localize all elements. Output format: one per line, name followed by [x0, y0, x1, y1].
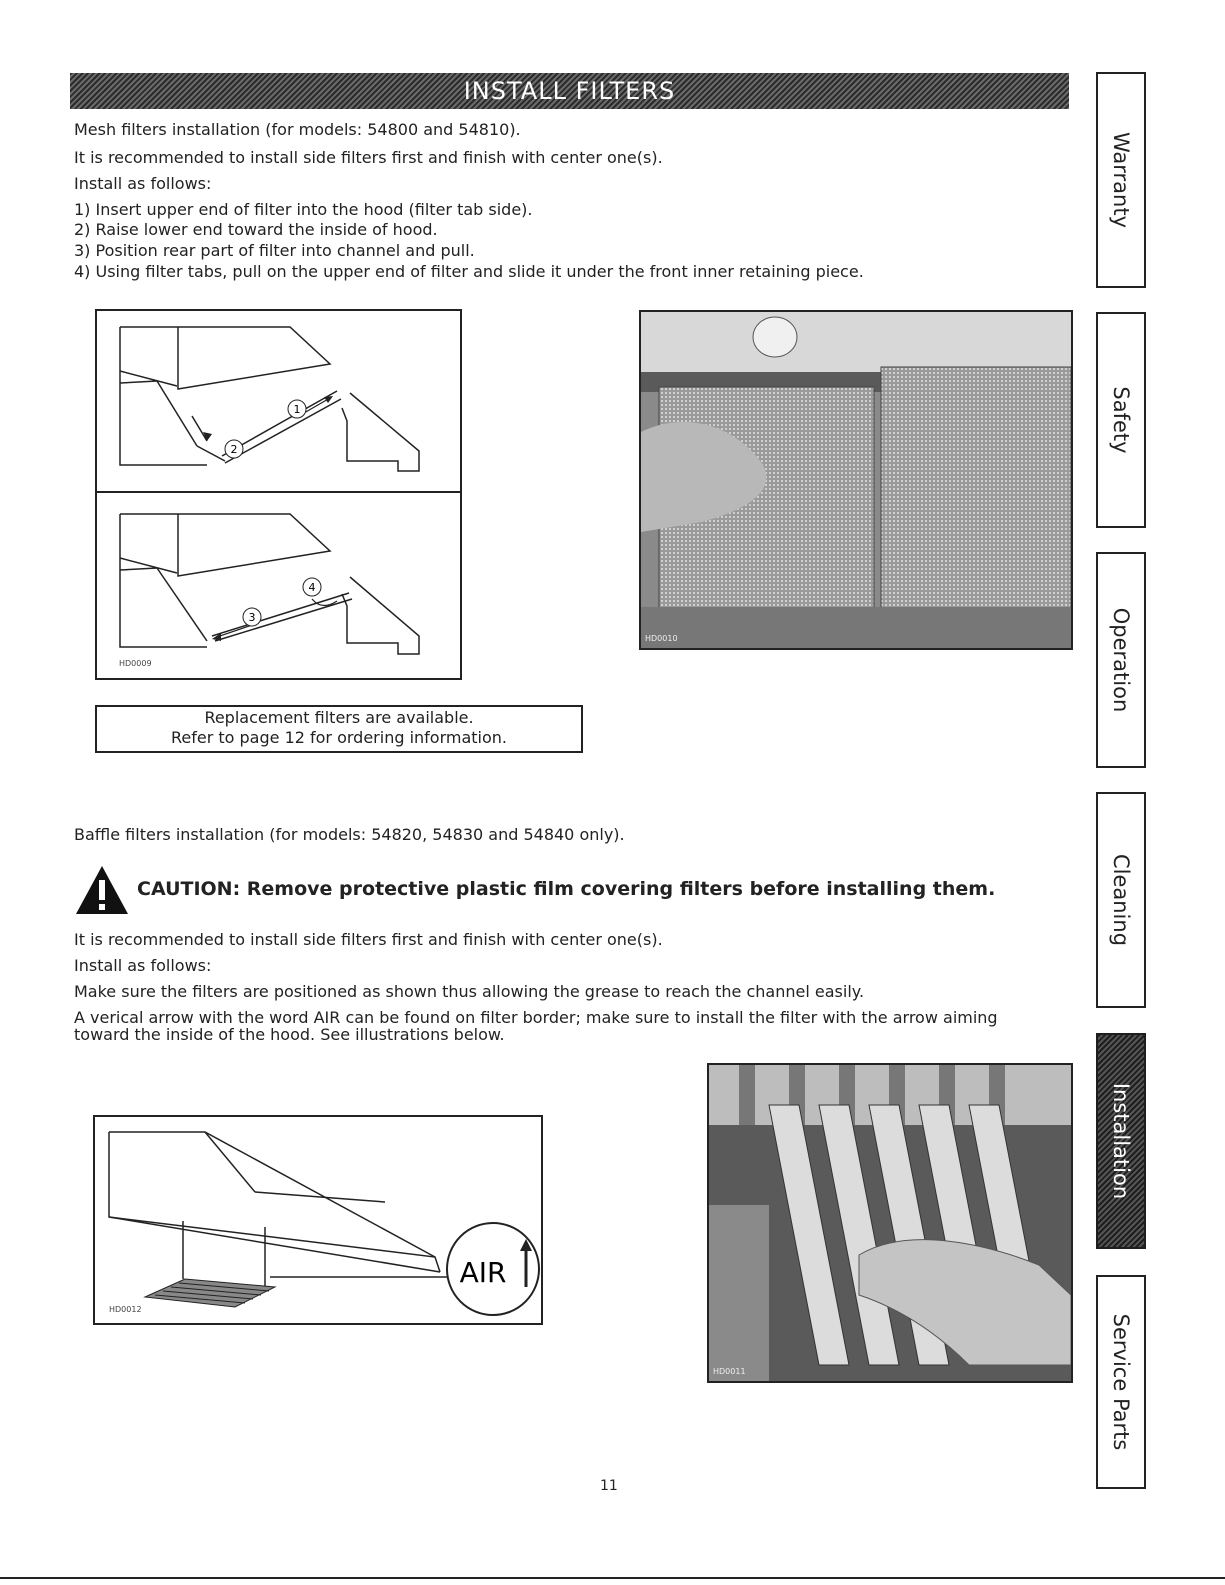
mesh-install-as: Install as follows:	[74, 174, 212, 193]
mesh-step-2: 2) Raise lower end toward the inside of hood.	[74, 220, 438, 239]
baffle-filter-photo	[707, 1063, 1073, 1383]
mesh-recommend: It is recommended to install side filters first and finish with center one(s).	[74, 148, 663, 167]
mesh-step-1: 1) Insert upper end of filter into the hood (filter tab side).	[74, 200, 533, 219]
callout-2: 2	[230, 443, 238, 456]
tab-service-parts[interactable]	[1096, 1275, 1146, 1489]
replacement-note-line2: Refer to page 12 for ordering information.	[170, 728, 508, 747]
baffle-arrow-line1: A verical arrow with the word AIR can be found on filter border; make sure to install the filter with the arrow aiming	[74, 1008, 998, 1027]
baffle-recommend: It is recommended to install side filters first and finish with center one(s).	[74, 930, 663, 949]
mesh-install-diagram	[95, 309, 462, 680]
tab-cleaning[interactable]	[1096, 792, 1146, 1008]
page-number: 11	[600, 1478, 618, 1494]
baffle-install-diagram	[93, 1115, 543, 1325]
baffle-intro: Baffle filters installation (for models: 54820, 54830 and 54840 only).	[74, 825, 625, 844]
baffle-photo-label: HD0011	[713, 1367, 746, 1376]
mesh-intro: Mesh filters installation (for models: 54800 and 54810).	[74, 120, 521, 139]
tab-installation[interactable]	[1096, 1033, 1146, 1249]
callout-3: 3	[248, 611, 256, 624]
baffle-make-sure: Make sure the filters are positioned as shown thus allowing the grease to reach the channel easily.	[74, 982, 865, 1001]
mesh-diagram-label: HD0009	[119, 659, 152, 668]
mesh-photo-label: HD0010	[645, 634, 678, 643]
baffle-install-as: Install as follows:	[74, 956, 212, 975]
tab-cleaning-label: Cleaning	[1109, 853, 1133, 947]
tab-warranty-label: Warranty	[1109, 131, 1133, 229]
replacement-note-line1: Replacement filters are available.	[204, 708, 474, 727]
replacement-note	[95, 705, 583, 753]
caution-message: CAUTION: Remove protective plastic film covering filters before installing them.	[137, 878, 996, 900]
tab-service-parts-label: Service Parts	[1109, 1313, 1133, 1451]
tab-warranty[interactable]	[1096, 72, 1146, 288]
tab-operation-label: Operation	[1109, 607, 1133, 713]
mesh-filter-photo	[639, 310, 1073, 650]
warning-icon	[74, 864, 130, 920]
callout-1: 1	[293, 403, 301, 416]
tab-installation-label: Installation	[1109, 1082, 1133, 1200]
callout-4: 4	[308, 581, 316, 594]
air-label: AIR	[459, 1256, 507, 1289]
tab-safety[interactable]	[1096, 312, 1146, 528]
mesh-step-4: 4) Using filter tabs, pull on the upper end of filter and slide it under the front inner retaining piece.	[74, 262, 864, 281]
baffle-arrow-line2: toward the inside of the hood. See illustrations below.	[74, 1025, 505, 1044]
baffle-diagram-label: HD0012	[109, 1305, 142, 1314]
page-bottom-rule	[0, 1577, 1225, 1579]
mesh-step-3: 3) Position rear part of filter into channel and pull.	[74, 241, 475, 260]
section-title-banner: INSTALL FILTERS	[70, 73, 1069, 109]
tab-operation[interactable]	[1096, 552, 1146, 768]
tab-safety-label: Safety	[1109, 386, 1133, 454]
mesh-diagram-drawing	[97, 311, 460, 678]
